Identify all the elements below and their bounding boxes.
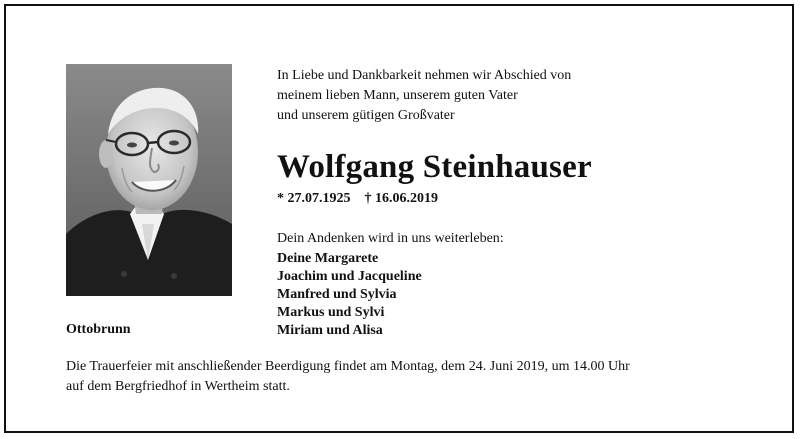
intro-text [277, 66, 571, 126]
intro-line: meinem lieben Mann, unserem guten Vater [277, 88, 518, 103]
intro-line: und unserem gütigen Großvater [277, 108, 455, 123]
mourner-item: Joachim und Jacqueline [277, 269, 422, 284]
mourner-item: Manfred und Sylvia [277, 287, 397, 302]
mourner-item: Markus und Sylvi [277, 305, 385, 320]
mourner-item: Deine Margarete [277, 251, 379, 266]
life-dates [277, 191, 438, 207]
intro-line: In Liebe und Dankbarkeit nehmen wir Abschied von [277, 68, 572, 83]
portrait-photo [66, 64, 232, 296]
place-of-residence: Ottobrunn [66, 322, 131, 337]
funeral-line: Die Trauerfeier mit anschließender Beerdigung findet am Montag, dem 24. Juni 2019, um 14.00 Uhr [66, 359, 630, 374]
birth-date: * 27.07.1925 [277, 191, 351, 206]
mourner-item: Miriam und Alisa [277, 323, 383, 338]
memory-line: Dein Andenken wird in uns weiterleben: [277, 231, 504, 246]
death-date: † 16.06.2019 [364, 191, 438, 206]
mourners-list [277, 250, 422, 340]
funeral-line: auf dem Bergfriedhof in Wertheim statt. [66, 379, 290, 394]
funeral-info [66, 357, 630, 397]
portrait-image [66, 64, 232, 296]
deceased-name: Wolfgang Steinhauser [277, 149, 592, 185]
